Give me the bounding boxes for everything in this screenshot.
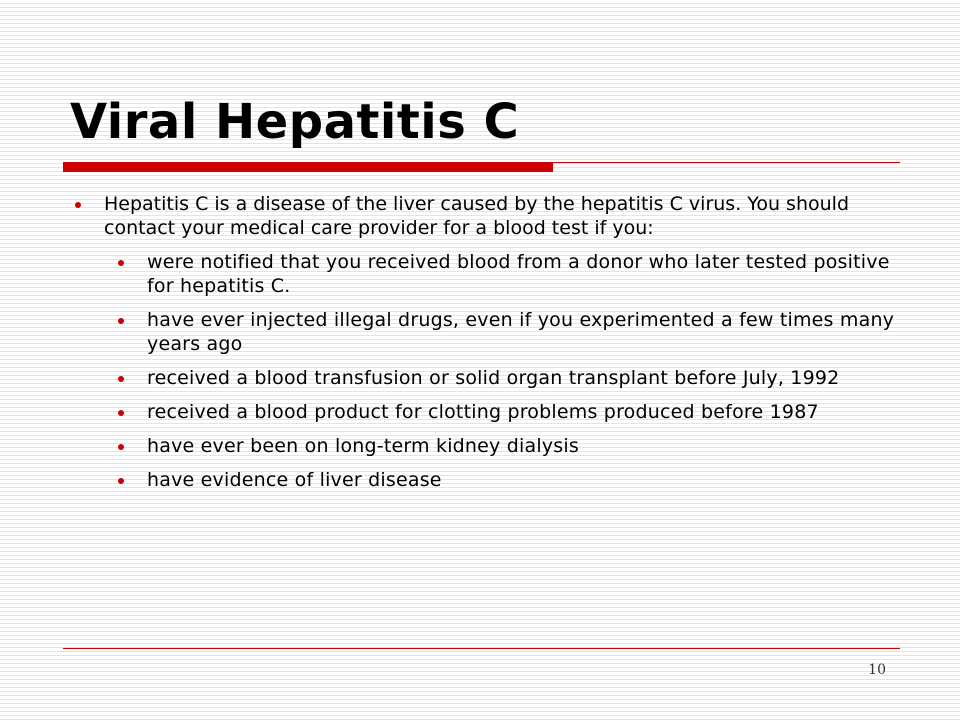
bullet-dot-icon: [118, 410, 124, 416]
bullet-dot-icon: [118, 444, 124, 450]
list-item: [70, 434, 900, 458]
title-accent-bar: [63, 162, 553, 172]
list-item: [70, 250, 900, 298]
bullet-dot-icon: [118, 260, 124, 266]
bullet-dot-icon: [118, 318, 124, 324]
criteria-list: [70, 250, 900, 492]
list-item: [70, 468, 900, 492]
list-item-text: have ever injected illegal drugs, even if you experimented a few times many years ago: [147, 309, 895, 355]
list-item: [70, 308, 900, 356]
page-number: 10: [868, 662, 886, 678]
list-item: [70, 366, 900, 390]
intro-text: Hepatitis C is a disease of the liver caused by the hepatitis C virus. You should contact your medical care provider for a blood test if you:: [104, 193, 850, 239]
list-item-text: have evidence of liver disease: [147, 469, 442, 491]
slide-title: Viral Hepatitis C: [70, 94, 520, 150]
bullet-dot-icon: [118, 376, 124, 382]
list-item-text: received a blood transfusion or solid organ transplant before July, 1992: [147, 367, 840, 389]
bullet-dot-icon: [75, 202, 81, 208]
footer-divider-line: [63, 648, 900, 649]
bullet-dot-icon: [118, 478, 124, 484]
intro-bullet: [70, 192, 900, 240]
title-divider-line: [553, 162, 900, 163]
list-item: [70, 400, 900, 424]
slide-body: [70, 192, 900, 502]
list-item-text: received a blood product for clotting problems produced before 1987: [147, 401, 819, 423]
list-item-text: were notified that you received blood from a donor who later tested positive for hepatitis C.: [147, 251, 890, 297]
list-item-text: have ever been on long-term kidney dialysis: [147, 435, 579, 457]
